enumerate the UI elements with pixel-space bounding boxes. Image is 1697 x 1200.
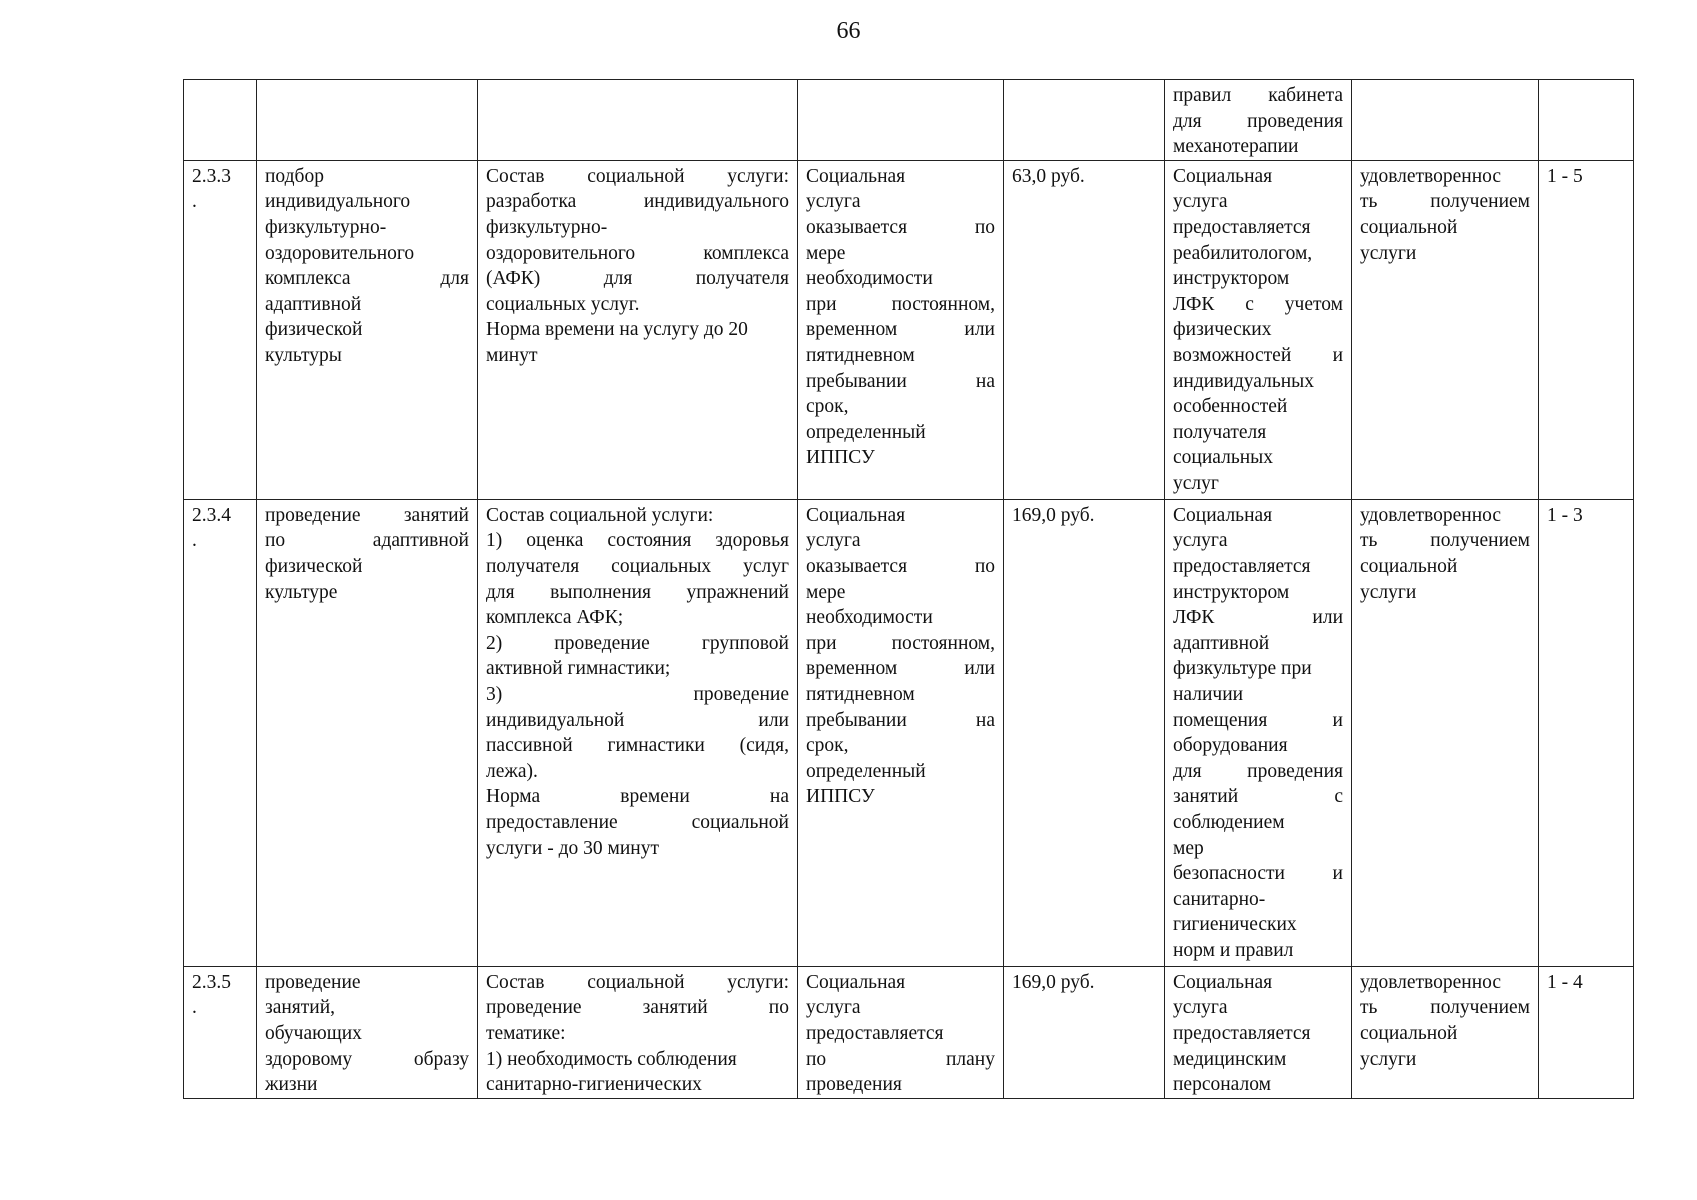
text-line: Норма времени на	[486, 786, 789, 808]
text-line: Социальная	[1173, 971, 1273, 993]
text-line: услуга	[806, 530, 861, 552]
text-line: ть получением	[1360, 191, 1530, 213]
text-line: .	[192, 530, 197, 552]
service-row-2-3-5	[184, 966, 1634, 1098]
text-line: срок,	[806, 396, 849, 418]
text-line: лежа).	[486, 760, 538, 782]
text-line: минут	[486, 344, 538, 366]
cell-indicators	[1352, 499, 1539, 966]
cell-price: 169,0 руб.	[1004, 499, 1165, 966]
text-line: безопасности и	[1173, 863, 1343, 885]
text-line: Социальная	[1173, 504, 1273, 526]
text-line: социальной	[1360, 1022, 1458, 1044]
text-line: Социальная	[806, 165, 906, 187]
text-line: норм и правил	[1173, 939, 1294, 961]
text-line: социальных	[1173, 447, 1274, 469]
text-line: оказывается по	[806, 216, 995, 238]
cell-service-content	[478, 966, 798, 1098]
cell-score	[1539, 80, 1634, 161]
text-line: Состав социальной услуги:	[486, 971, 789, 993]
text-line: тематике:	[486, 1022, 566, 1044]
text-line: .	[192, 191, 197, 213]
text-line: услуга	[806, 191, 861, 213]
text-line: индивидуальной или	[486, 709, 789, 731]
cell-service-terms	[798, 966, 1004, 1098]
text-line: подбор	[265, 165, 324, 187]
cell-conditions	[1165, 966, 1352, 1098]
cell-indicators	[1352, 80, 1539, 161]
text-line: разработка индивидуального	[486, 191, 789, 213]
text-line: услуги	[1360, 1048, 1417, 1070]
text-line: услуга	[1173, 997, 1228, 1019]
text-line: удовлетвореннос	[1360, 971, 1502, 993]
text-line: особенностей	[1173, 396, 1288, 418]
cell-number	[184, 966, 257, 1098]
cell-service-terms	[798, 80, 1004, 161]
text-line: оздоровительного комплекса	[486, 242, 789, 264]
text-line: необходимости	[806, 268, 933, 290]
text-line: Социальная	[1173, 165, 1273, 187]
cell-number	[184, 499, 257, 966]
text-line: (АФК) для получателя	[486, 268, 789, 290]
text-line: индивидуальных	[1173, 370, 1315, 392]
text-line: социальной	[1360, 216, 1458, 238]
text-line: определенный	[806, 760, 926, 782]
text-line: адаптивной	[1173, 632, 1270, 654]
text-line: возможностей и	[1173, 344, 1343, 366]
text-line: занятий,	[265, 997, 336, 1019]
text-line: 3) проведение	[486, 683, 789, 705]
text-line: механотерапии	[1173, 136, 1299, 158]
text-line: обучающих	[265, 1022, 362, 1044]
text-line: санитарно-	[1173, 888, 1266, 910]
cell-service-content	[478, 160, 798, 499]
text-line: оказывается по	[806, 555, 995, 577]
text-line: 1) необходимость соблюдения	[486, 1048, 737, 1070]
continuation-row	[184, 80, 1634, 161]
text-line: активной гимнастики;	[486, 658, 671, 680]
cell-price: 63,0 руб.	[1004, 160, 1165, 499]
text-line: реабилитологом,	[1173, 242, 1313, 264]
cell-conditions	[1165, 80, 1352, 161]
text-line: комплекса для	[265, 268, 469, 290]
text-line: срок,	[806, 735, 849, 757]
text-line: санитарно-гигиенических	[486, 1074, 702, 1096]
cell-service-content	[478, 80, 798, 161]
text-line: услуги	[1360, 242, 1417, 264]
text-line: 2) проведение групповой	[486, 632, 789, 654]
text-line: адаптивной	[265, 293, 362, 315]
cell-service-terms	[798, 160, 1004, 499]
text-line: пассивной гимнастики (сидя,	[486, 735, 789, 757]
text-line: инструктором	[1173, 581, 1290, 603]
text-line: предоставляется	[806, 1022, 944, 1044]
text-line: персоналом	[1173, 1074, 1271, 1096]
text-line: проведения	[806, 1074, 902, 1096]
text-line: Социальная	[806, 971, 906, 993]
cell-service-name	[257, 80, 478, 161]
cell-number	[184, 80, 257, 161]
text-line: Норма времени на услугу до 20	[486, 319, 748, 341]
text-line: инструктором	[1173, 268, 1290, 290]
text-line: мер	[1173, 837, 1204, 859]
text-line: ЛФК или	[1173, 607, 1343, 629]
text-line: для выполнения упражнений	[486, 581, 789, 603]
text-line: ть получением	[1360, 997, 1530, 1019]
service-row-2-3-3	[184, 160, 1634, 499]
text-line: предоставляется	[1173, 555, 1311, 577]
cell-score: 1 - 3	[1539, 499, 1634, 966]
text-line: Состав социальной услуги:	[486, 504, 714, 526]
text-line: помещения и	[1173, 709, 1343, 731]
text-line: пятидневном	[806, 683, 915, 705]
cell-conditions	[1165, 160, 1352, 499]
cell-indicators	[1352, 160, 1539, 499]
text-line: мере	[806, 242, 846, 264]
text-line: услуги - до 30 минут	[486, 837, 659, 859]
text-line: жизни	[265, 1074, 318, 1096]
cell-service-name	[257, 160, 478, 499]
text-line: услуги	[1360, 581, 1417, 603]
cell-price: 169,0 руб.	[1004, 966, 1165, 1098]
text-line: при постоянном,	[806, 632, 995, 654]
text-line: 2.3.4	[192, 504, 231, 526]
text-line: предоставляется	[1173, 216, 1311, 238]
text-line: предоставляется	[1173, 1022, 1311, 1044]
text-line: .	[192, 997, 197, 1019]
cell-service-content	[478, 499, 798, 966]
text-line: для проведения	[1173, 760, 1343, 782]
text-line: получателя	[1173, 421, 1267, 443]
cell-service-terms	[798, 499, 1004, 966]
text-line: удовлетвореннос	[1360, 504, 1502, 526]
cell-score: 1 - 4	[1539, 966, 1634, 1098]
text-line: удовлетвореннос	[1360, 165, 1502, 187]
text-line: физической	[265, 555, 363, 577]
text-line: культуре	[265, 581, 338, 603]
services-table	[183, 79, 1634, 1099]
text-line: временном или	[806, 319, 995, 341]
text-line: индивидуального	[265, 191, 411, 213]
cell-score: 1 - 5	[1539, 160, 1634, 499]
cell-price	[1004, 80, 1165, 161]
text-line: услуга	[806, 997, 861, 1019]
text-line: ЛФК с учетом	[1173, 293, 1343, 315]
text-line: правил кабинета	[1173, 85, 1343, 106]
text-line: проведение занятий по	[486, 997, 789, 1019]
cell-number	[184, 160, 257, 499]
text-line: необходимости	[806, 607, 933, 629]
text-line: определенный	[806, 421, 926, 443]
text-line: социальной	[1360, 555, 1458, 577]
text-line: ИППСУ	[806, 447, 875, 469]
text-line: наличии	[1173, 683, 1244, 705]
text-line: услуга	[1173, 191, 1228, 213]
service-row-2-3-4	[184, 499, 1634, 966]
text-line: по адаптивной	[265, 530, 469, 552]
text-line: оздоровительного	[265, 242, 415, 264]
cell-conditions	[1165, 499, 1352, 966]
text-line: пребывании на	[806, 370, 995, 392]
text-line: услуга	[1173, 530, 1228, 552]
text-line: временном или	[806, 658, 995, 680]
text-line: услуг	[1173, 472, 1219, 494]
text-line: ИППСУ	[806, 786, 875, 808]
text-line: занятий с	[1173, 786, 1343, 808]
cell-indicators	[1352, 966, 1539, 1098]
text-line: здоровому образу	[265, 1048, 469, 1070]
text-line: Социальная	[806, 504, 906, 526]
page-number: 66	[836, 18, 861, 44]
text-line: физкультурно-	[486, 216, 608, 238]
text-line: ть получением	[1360, 530, 1530, 552]
text-line: предоставление социальной	[486, 811, 789, 833]
text-line: Состав социальной услуги:	[486, 165, 789, 187]
text-line: физической	[265, 319, 363, 341]
text-line: физических	[1173, 319, 1272, 341]
text-line: мере	[806, 581, 846, 603]
text-line: физкультурно-	[265, 216, 387, 238]
text-line: 2.3.3	[192, 165, 231, 187]
text-line: комплекса АФК;	[486, 607, 624, 629]
text-line: физкультуре при	[1173, 658, 1312, 680]
text-line: проведение	[265, 971, 361, 993]
cell-service-name	[257, 966, 478, 1098]
text-line: проведение занятий	[265, 504, 469, 526]
text-line: пребывании на	[806, 709, 995, 731]
text-line: для проведения	[1173, 110, 1343, 132]
cell-service-name	[257, 499, 478, 966]
text-line: получателя социальных услуг	[486, 555, 789, 577]
text-line: 2.3.5	[192, 971, 231, 993]
text-line: социальных услуг.	[486, 293, 640, 315]
text-line: соблюдением	[1173, 811, 1285, 833]
text-line: культуры	[265, 344, 342, 366]
text-line: при постоянном,	[806, 293, 995, 315]
text-line: оборудования	[1173, 735, 1288, 757]
text-line: по плану	[806, 1048, 995, 1070]
text-line: пятидневном	[806, 344, 915, 366]
text-line: гигиенических	[1173, 914, 1297, 936]
text-line: медицинским	[1173, 1048, 1287, 1070]
text-line: 1) оценка состояния здоровья	[486, 530, 789, 552]
